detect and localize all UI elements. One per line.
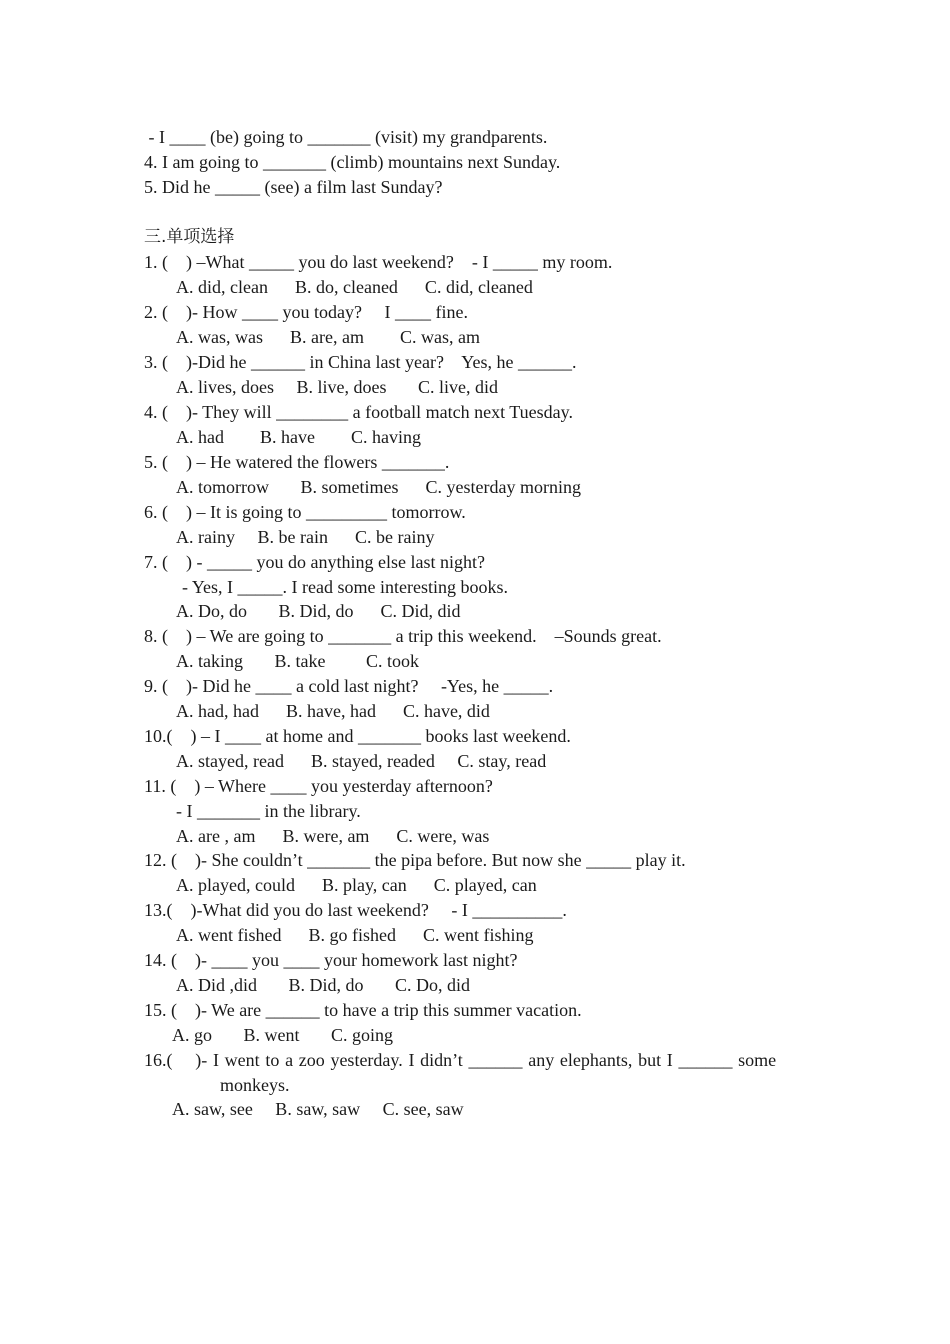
question-8: 8. ( ) – We are going to _______ a trip this weekend. –Sounds great. <box>144 626 662 646</box>
question-7-continuation: - Yes, I _____. I read some interesting books. <box>182 577 508 597</box>
section-title: 三.单项选择 <box>144 227 235 247</box>
question-12: 12. ( )- She couldn’t _______ the pipa before. But now she _____ play it. <box>144 850 686 870</box>
question-5-options: A. tomorrow B. sometimes C. yesterday morning <box>176 477 581 497</box>
question-6-options: A. rainy B. be rain C. be rainy <box>176 527 435 547</box>
question-4: 4. ( )- They will ________ a football match next Tuesday. <box>144 402 573 422</box>
question-16: 16.( )- I went to a zoo yesterday. I didn’t ______ any elephants, but I ______ some <box>144 1050 777 1070</box>
question-16-wrap: monkeys. <box>220 1075 290 1095</box>
question-2: 2. ( )- How ____ you today? I ____ fine. <box>144 302 468 322</box>
question-7-options: A. Do, do B. Did, do C. Did, did <box>176 601 461 621</box>
question-2-options: A. was, was B. are, am C. was, am <box>176 327 480 347</box>
question-5: 5. ( ) – He watered the flowers _______. <box>144 452 450 472</box>
question-4-fill: 4. I am going to _______ (climb) mountains next Sunday. <box>144 152 561 172</box>
question-10-options: A. stayed, read B. stayed, readed C. stay, read <box>176 751 547 771</box>
question-5-fill: 5. Did he _____ (see) a film last Sunday? <box>144 177 443 197</box>
question-8-options: A. taking B. take C. took <box>176 651 419 671</box>
question-11-continuation: - I _______ in the library. <box>176 801 361 821</box>
question-16-options: A. saw, see B. saw, saw C. see, saw <box>172 1099 464 1119</box>
question-1-options: A. did, clean B. do, cleaned C. did, cleaned <box>176 277 533 297</box>
answer-line: - I ____ (be) going to _______ (visit) my grandparents. <box>144 127 548 147</box>
question-12-options: A. played, could B. play, can C. played, can <box>176 875 537 895</box>
question-14: 14. ( )- ____ you ____ your homework last night? <box>144 950 518 970</box>
question-11-options: A. are , am B. were, am C. were, was <box>176 826 490 846</box>
question-7: 7. ( ) - _____ you do anything else last night? <box>144 552 485 572</box>
question-9-options: A. had, had B. have, had C. have, did <box>176 701 490 721</box>
question-11: 11. ( ) – Where ____ you yesterday afternoon? <box>144 776 493 796</box>
question-10: 10.( ) – I ____ at home and _______ books last weekend. <box>144 726 571 746</box>
question-3-options: A. lives, does B. live, does C. live, did <box>176 377 498 397</box>
question-1: 1. ( ) –What _____ you do last weekend? - I _____ my room. <box>144 252 613 272</box>
question-4-options: A. had B. have C. having <box>176 427 421 447</box>
question-6: 6. ( ) – It is going to _________ tomorrow. <box>144 502 466 522</box>
question-14-options: A. Did ,did B. Did, do C. Do, did <box>176 975 471 995</box>
question-15-options: A. go B. went C. going <box>172 1025 394 1045</box>
question-13: 13.( )-What did you do last weekend? - I __________. <box>144 900 567 920</box>
question-13-options: A. went fished B. go fished C. went fishing <box>176 925 534 945</box>
question-15: 15. ( )- We are ______ to have a trip this summer vacation. <box>144 1000 582 1020</box>
question-3: 3. ( )-Did he ______ in China last year? Yes, he ______. <box>144 352 577 372</box>
question-9: 9. ( )- Did he ____ a cold last night? -Yes, he _____. <box>144 676 554 696</box>
